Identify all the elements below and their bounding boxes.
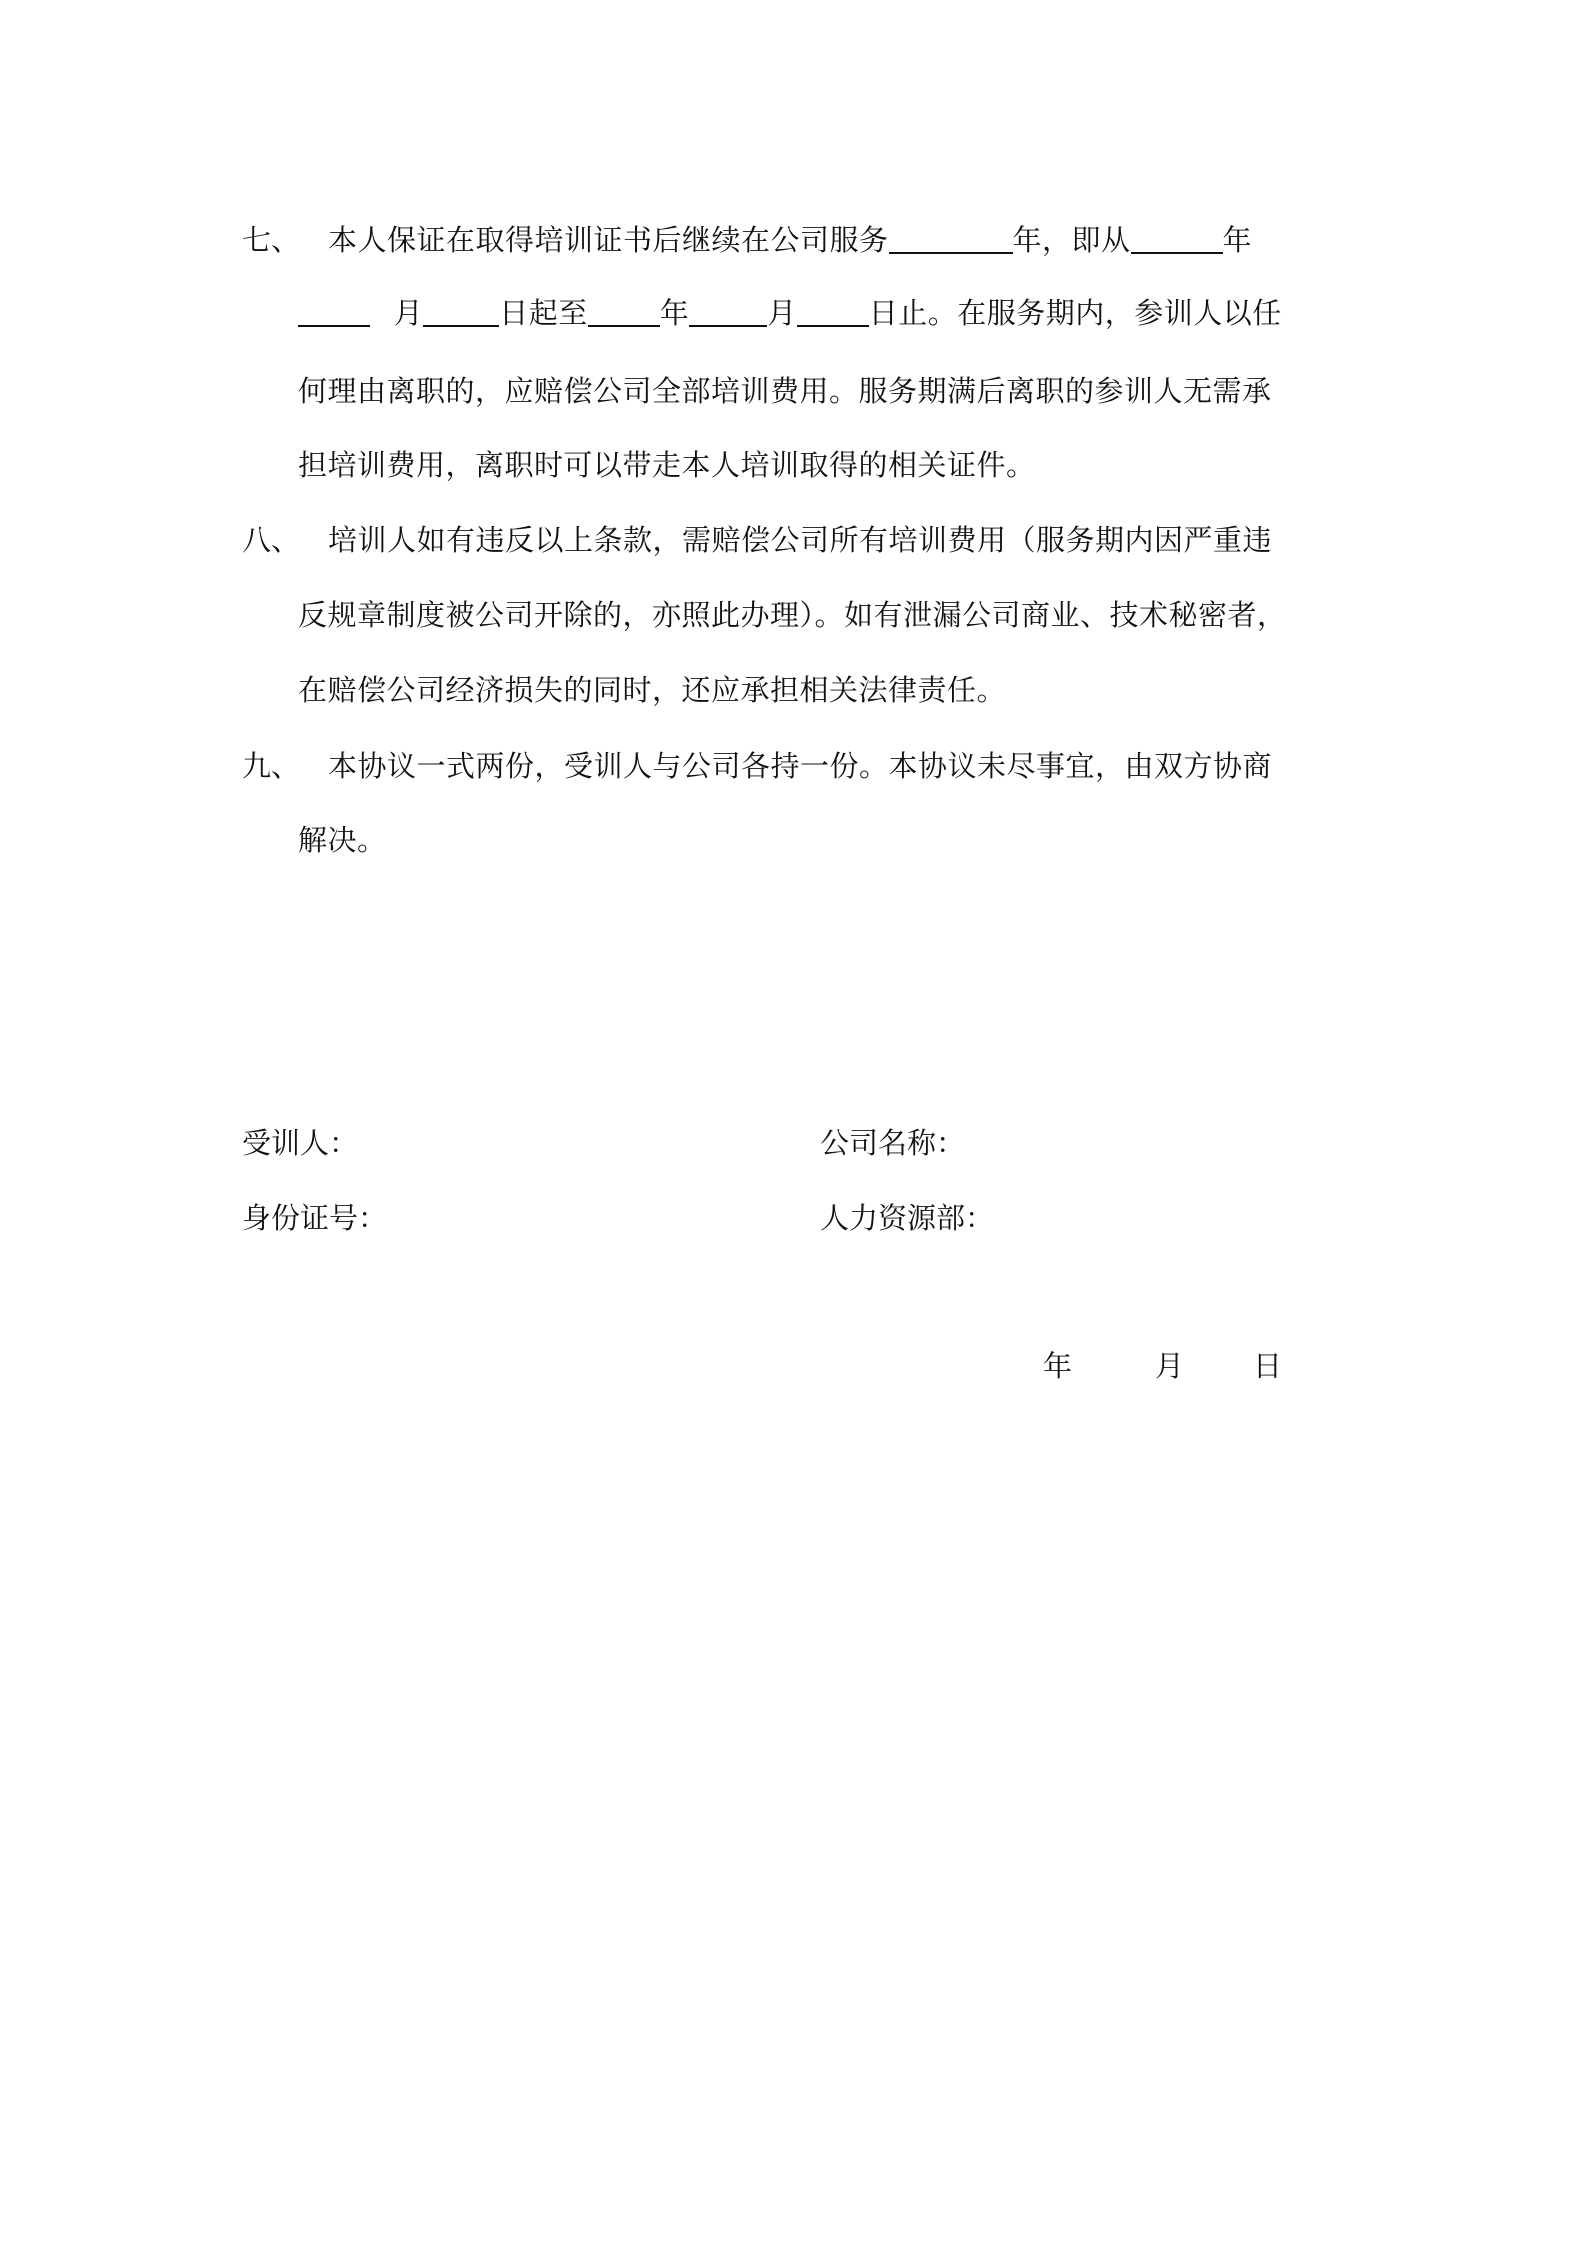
trainee-label: 受训人： bbox=[242, 1126, 359, 1160]
blank-start-day bbox=[423, 295, 499, 327]
clause-7-text: 年 bbox=[1222, 223, 1253, 257]
id-number-label: 身份证号： bbox=[242, 1201, 388, 1235]
clause-9-line-1: 本协议一式两份，受训人与公司各持一份。本协议未尽事宜，由双方协商 bbox=[328, 749, 1273, 783]
clause-9-line-2: 解决。 bbox=[298, 823, 387, 857]
date-year-label: 年 bbox=[1043, 1349, 1073, 1383]
clause-7-line-4: 担培训费用，离职时可以带走本人培训取得的相关证件。 bbox=[298, 448, 1036, 482]
company-name-label: 公司名称： bbox=[820, 1126, 966, 1160]
blank-end-day bbox=[797, 295, 869, 327]
clause-8-number: 八、 bbox=[242, 523, 301, 557]
clause-8-line-1: 培训人如有违反以上条款，需赔偿公司所有培训费用（服务期内因严重违 bbox=[328, 523, 1273, 557]
date-day-label: 日 bbox=[1253, 1349, 1283, 1383]
clause-7-text: 本人保证在取得培训证书后继续在公司服务 bbox=[328, 223, 889, 257]
clause-7-line-1 bbox=[328, 220, 1252, 260]
clause-7-text: 日起至 bbox=[499, 296, 588, 330]
clause-7-line-3: 何理由离职的，应赔偿公司全部培训费用。服务期满后离职的参训人无需承 bbox=[298, 374, 1272, 408]
clause-8-line-3: 在赔偿公司经济损失的同时，还应承担相关法律责任。 bbox=[298, 673, 1007, 707]
blank-start-year bbox=[1131, 222, 1223, 254]
clause-7-text: 月 bbox=[393, 296, 424, 330]
clause-7-text: 年，即从 bbox=[1012, 223, 1131, 257]
clause-7-text: 年 bbox=[659, 296, 690, 330]
clause-7-text: 月 bbox=[767, 296, 797, 330]
clause-9-number: 九、 bbox=[242, 749, 301, 783]
blank-end-month bbox=[689, 295, 767, 327]
blank-service-years bbox=[889, 222, 1013, 254]
date-month-label: 月 bbox=[1155, 1349, 1185, 1383]
clause-7-number: 七、 bbox=[242, 223, 301, 257]
blank-start-month bbox=[298, 295, 370, 327]
clause-7-line-2 bbox=[298, 293, 1282, 333]
clause-8-line-2: 反规章制度被公司开除的，亦照此办理）。如有泄漏公司商业、技术秘密者， bbox=[298, 598, 1287, 632]
blank-end-year bbox=[588, 295, 660, 327]
hr-department-label: 人力资源部： bbox=[820, 1201, 995, 1235]
clause-7-text: 日止。在服务期内，参训人以任 bbox=[868, 296, 1282, 330]
